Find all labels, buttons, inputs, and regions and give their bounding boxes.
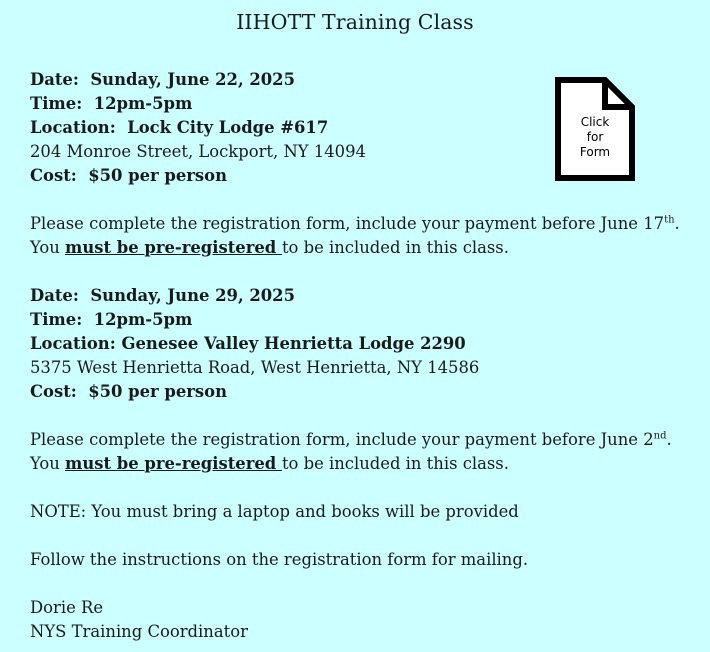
date-value: Sunday, June 22, 2025 [90,70,295,89]
class-2-address: 5375 West Henrietta Road, West Henrietta, NY 14586 [30,358,480,377]
class-2-details [30,284,479,404]
class-2-deadline [30,428,672,452]
deadline-period: . [666,430,672,449]
date-label: Date: [30,70,79,89]
class-2-time [30,308,479,332]
prereg-prefix: You [30,238,66,257]
class-2-prereg [30,452,672,476]
class-1-prereg [30,236,680,260]
signature-name: Dorie Re [30,598,104,617]
prereg-suffix: to be included in this class. [281,454,509,473]
class-1-deadline [30,212,680,236]
class-1-address: 204 Monroe Street, Lockport, NY 14094 [30,142,366,161]
date-label: Date: [30,286,79,305]
time-value: 12pm-5pm [93,94,193,113]
form-link-line-1: Click [580,115,610,129]
prereg-prefix: You [30,454,66,473]
cost-value: $50 per person [88,166,228,185]
class-2-location [30,332,479,356]
location-label: Location: [30,334,116,353]
form-link-label [563,115,627,160]
laptop-note: NOTE: You must bring a laptop and books will be provided [30,502,519,521]
class-1-date [30,68,366,92]
page-title: IIHOTT Training Class [236,10,474,34]
signature-role: NYS Training Coordinator [30,622,248,641]
location-label: Location: [30,118,116,137]
deadline-suffix: th [664,214,675,226]
deadline-text: Please complete the registration form, include your payment before June 2 [30,430,654,449]
signature [30,596,248,644]
class-1-location [30,116,366,140]
deadline-text: Please complete the registration form, include your payment before June 17 [30,214,665,233]
prereg-emphasis: must be pre-registered [65,454,282,473]
class-1-cost [30,164,366,188]
time-label: Time: [30,310,83,329]
location-value: Genesee Valley Henrietta Lodge 2290 [121,334,466,353]
class-2-date [30,284,479,308]
form-link-line-2: for [586,130,604,144]
prereg-emphasis: must be pre-registered [65,238,282,257]
class-1-registration-note [30,212,680,260]
registration-form-link[interactable] [555,77,635,181]
class-2-registration-note [30,428,672,476]
time-label: Time: [30,94,83,113]
class-1-time [30,92,366,116]
cost-value: $50 per person [88,382,228,401]
deadline-period: . [674,214,680,233]
class-1-details [30,68,366,188]
time-value: 12pm-5pm [93,310,193,329]
deadline-suffix: nd [653,430,667,442]
mailing-instructions: Follow the instructions on the registration form for mailing. [30,550,529,569]
class-2-cost [30,380,479,404]
form-link-line-3: Form [579,145,611,159]
cost-label: Cost: [30,382,77,401]
date-value: Sunday, June 29, 2025 [90,286,295,305]
cost-label: Cost: [30,166,77,185]
location-value: Lock City Lodge #617 [127,118,329,137]
prereg-suffix: to be included in this class. [281,238,509,257]
